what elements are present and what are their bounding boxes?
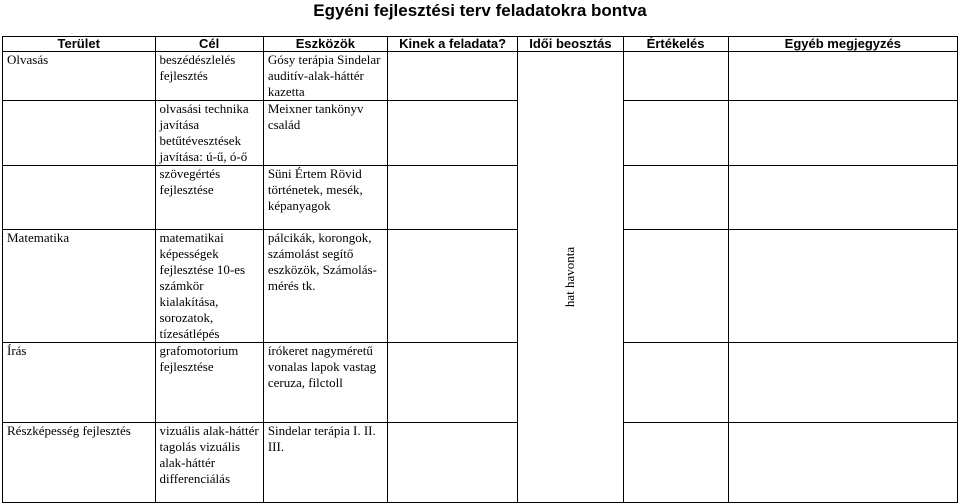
goal-cell: szövegértés fejlesztése: [155, 166, 263, 230]
time-cell: [518, 52, 623, 503]
area-cell: [3, 101, 156, 166]
notes-cell: [728, 343, 957, 423]
evaluation-cell: [623, 166, 728, 230]
header-responsible: Kinek a feladata?: [387, 37, 517, 52]
notes-cell: [728, 230, 957, 343]
goal-cell: matematikai képességek fejlesztése 10-es számkör kialakítása, sorozatok, tízesátlépés: [155, 230, 263, 343]
time-schedule-text: hat havonta: [562, 246, 578, 308]
evaluation-cell: [623, 52, 728, 101]
responsible-cell: [387, 166, 517, 230]
table-row: [3, 230, 958, 343]
table-row: [3, 166, 958, 230]
notes-cell: [728, 52, 957, 101]
responsible-cell: [387, 52, 517, 101]
header-goal: Cél: [155, 37, 263, 52]
tools-cell: Süni Értem Rövid történetek, mesék, képanyagok: [263, 166, 387, 230]
evaluation-cell: [623, 343, 728, 423]
evaluation-cell: [623, 230, 728, 343]
table-row: [3, 343, 958, 423]
table-row: [3, 52, 958, 101]
goal-cell: grafomotorium fejlesztése: [155, 343, 263, 423]
responsible-cell: [387, 423, 517, 503]
tools-cell: Meixner tankönyv család: [263, 101, 387, 166]
header-evaluation: Értékelés: [623, 37, 728, 52]
tools-cell: Sindelar terápia I. II. III.: [263, 423, 387, 503]
plan-table: [2, 36, 958, 503]
area-cell: [3, 166, 156, 230]
tools-cell: írókeret nagyméretű vonalas lapok vastag ceruza, filctoll: [263, 343, 387, 423]
responsible-cell: [387, 101, 517, 166]
table-row: [3, 101, 958, 166]
goal-cell: beszédészlelés fejlesztés: [155, 52, 263, 101]
goal-cell: vizuális alak-háttér tagolás vizuális alak-háttér differenciálás: [155, 423, 263, 503]
goal-cell: olvasási technika javítása betűtévesztések javítása: ú-ű, ó-ő: [155, 101, 263, 166]
header-row: [3, 37, 958, 52]
header-notes: Egyéb megjegyzés: [728, 37, 957, 52]
header-time: Idői beosztás: [518, 37, 623, 52]
page-title: Egyéni fejlesztési terv feladatokra bontva: [313, 1, 647, 20]
area-cell: Írás: [3, 343, 156, 423]
table-row: [3, 423, 958, 503]
header-tools: Eszközök: [263, 37, 387, 52]
evaluation-cell: [623, 101, 728, 166]
area-cell: Részképesség fejlesztés: [3, 423, 156, 503]
responsible-cell: [387, 343, 517, 423]
header-area: Terület: [3, 37, 156, 52]
tools-cell: pálcikák, korongok, számolást segítő eszközök, Számolás-mérés tk.: [263, 230, 387, 343]
notes-cell: [728, 166, 957, 230]
notes-cell: [728, 101, 957, 166]
responsible-cell: [387, 230, 517, 343]
tools-cell: Gósy terápia Sindelar auditív-alak-háttér kazetta: [263, 52, 387, 101]
evaluation-cell: [623, 423, 728, 503]
area-cell: Matematika: [3, 230, 156, 343]
time-schedule-vertical: [562, 242, 578, 312]
notes-cell: [728, 423, 957, 503]
area-cell: Olvasás: [3, 52, 156, 101]
